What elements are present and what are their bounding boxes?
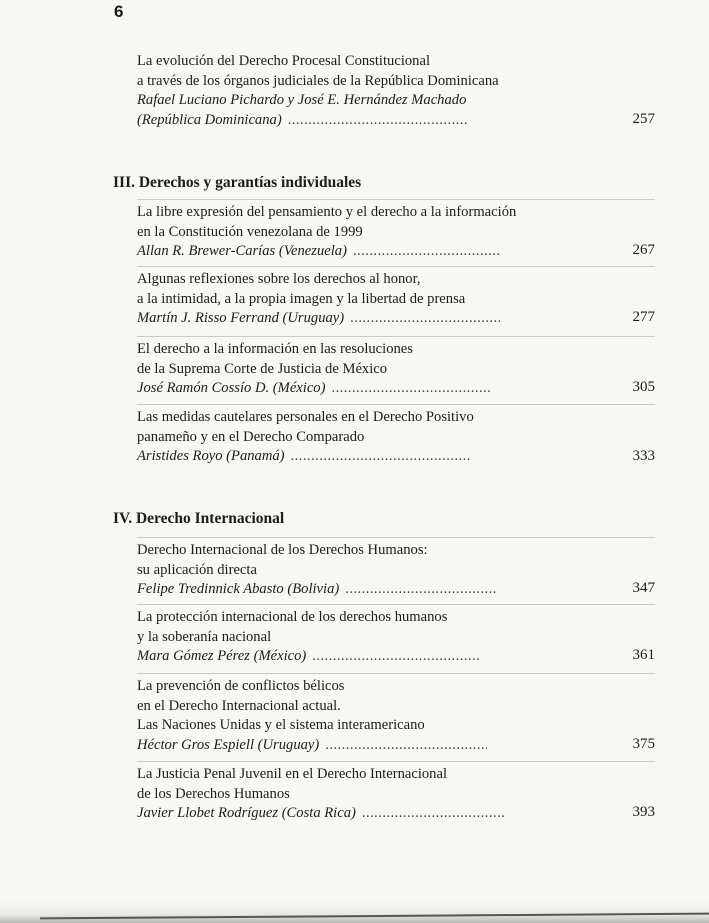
entry-title-line: Algunas reflexiones sobre los derechos al honor, [137, 271, 421, 287]
toc-entry [137, 270, 655, 329]
toc-entry [137, 765, 655, 824]
toc-entry [137, 541, 655, 600]
entry-author-line [137, 379, 655, 399]
page-number: 6 [114, 2, 124, 21]
entry-title-line: La libre expresión del pensamiento y el derecho a la información [137, 204, 517, 220]
leader-dots [345, 580, 497, 600]
entry-title-line: en el Derecho Internacional actual. [137, 697, 341, 714]
entry-title-line: La prevención de conflictos bélicos [137, 678, 345, 694]
leader-dots [288, 111, 469, 131]
entry-author-line [137, 736, 655, 756]
toc-entry [137, 408, 655, 467]
entry-page-number: 361 [632, 647, 655, 663]
entry-title-line: panameño y en el Derecho Comparado [137, 428, 365, 445]
entry-author: Aristides Royo (Panamá) [137, 448, 285, 464]
entry-title-line: de la Suprema Corte de Justicia de México [137, 360, 388, 377]
entry-author-line [137, 309, 655, 329]
entry-title-line: a la intimidad, a la propia imagen y la libertad de prensa [137, 290, 466, 307]
entry-page-number: 333 [632, 448, 655, 464]
entry-title-line: a través de los órganos judiciales de la República Dominicana [137, 72, 499, 89]
entry-author: Héctor Gros Espiell (Uruguay) [137, 736, 320, 753]
entry-author: (República Dominicana) [137, 111, 282, 128]
toc-entry [137, 608, 655, 667]
entry-title-line: su aplicación directa [137, 561, 257, 578]
entry-divider [137, 266, 655, 267]
entry-author-line [137, 647, 655, 667]
leader-dots [291, 447, 470, 467]
entry-author-line [137, 242, 655, 262]
entry-title-line: y la soberanía nacional [137, 628, 272, 645]
entry-author: José Ramón Cossío D. (México) [137, 380, 326, 396]
section-heading-iii: III. Derechos y garantías individuales [113, 174, 362, 191]
leader-dots [362, 804, 506, 824]
entry-page-number: 257 [632, 111, 655, 127]
section-heading-iv: IV. Derecho Internacional [113, 510, 285, 527]
toc-entry [137, 203, 655, 262]
entry-author: Javier Llobet Rodríguez (Costa Rica) [137, 805, 356, 821]
entry-page-number: 305 [632, 379, 655, 395]
entry-author: Mara Gómez Pérez (México) [137, 648, 307, 664]
entry-author-line [137, 804, 655, 824]
page-bottom-shadow [0, 901, 709, 923]
toc-entry [137, 677, 655, 755]
entry-title-line: Las Naciones Unidas y el sistema interamericano [137, 717, 425, 733]
entry-page-number: 267 [632, 242, 655, 258]
leader-dots [325, 736, 487, 756]
entry-author-line [137, 580, 655, 600]
entry-divider [137, 604, 655, 605]
entry-author: Martín J. Risso Ferrand (Uruguay) [137, 310, 345, 326]
entry-author-names: Rafael Luciano Pichardo y José E. Hernández Machado [137, 92, 467, 108]
entry-title-line: en la Constitución venezolana de 1999 [137, 223, 363, 240]
entry-divider [137, 673, 655, 674]
entry-divider [137, 761, 655, 762]
entry-author: Allan R. Brewer-Carías (Venezuela) [137, 243, 347, 259]
leader-dots [350, 309, 499, 329]
entry-divider [137, 336, 655, 337]
entry-author-line [137, 111, 655, 131]
entry-title-line: Derecho Internacional de los Derechos Humanos: [137, 542, 428, 558]
toc-entry [137, 52, 655, 130]
entry-page-number: 375 [632, 736, 655, 752]
leader-dots [331, 379, 490, 399]
entry-title-line: de los Derechos Humanos [137, 785, 290, 802]
entry-title-line: El derecho a la información en las resoluciones [137, 341, 413, 357]
entry-divider [137, 537, 655, 538]
entry-page-number: 347 [632, 580, 655, 596]
entry-divider [137, 199, 655, 200]
entry-title-line: La evolución del Derecho Procesal Constitucional [137, 53, 431, 69]
entry-author-line [137, 447, 655, 467]
entry-author: Felipe Tredinnick Abasto (Bolivia) [137, 581, 340, 597]
entry-page-number: 393 [632, 804, 655, 820]
leader-dots [353, 242, 501, 262]
entry-title-line: La Justicia Penal Juvenil en el Derecho Internacional [137, 766, 447, 782]
leader-dots [312, 647, 480, 667]
entry-divider [137, 404, 655, 405]
toc-entry [137, 340, 655, 399]
entry-title-line: Las medidas cautelares personales en el Derecho Positivo [137, 409, 474, 425]
entry-page-number: 277 [632, 309, 655, 325]
entry-title-line: La protección internacional de los derechos humanos [137, 609, 448, 625]
